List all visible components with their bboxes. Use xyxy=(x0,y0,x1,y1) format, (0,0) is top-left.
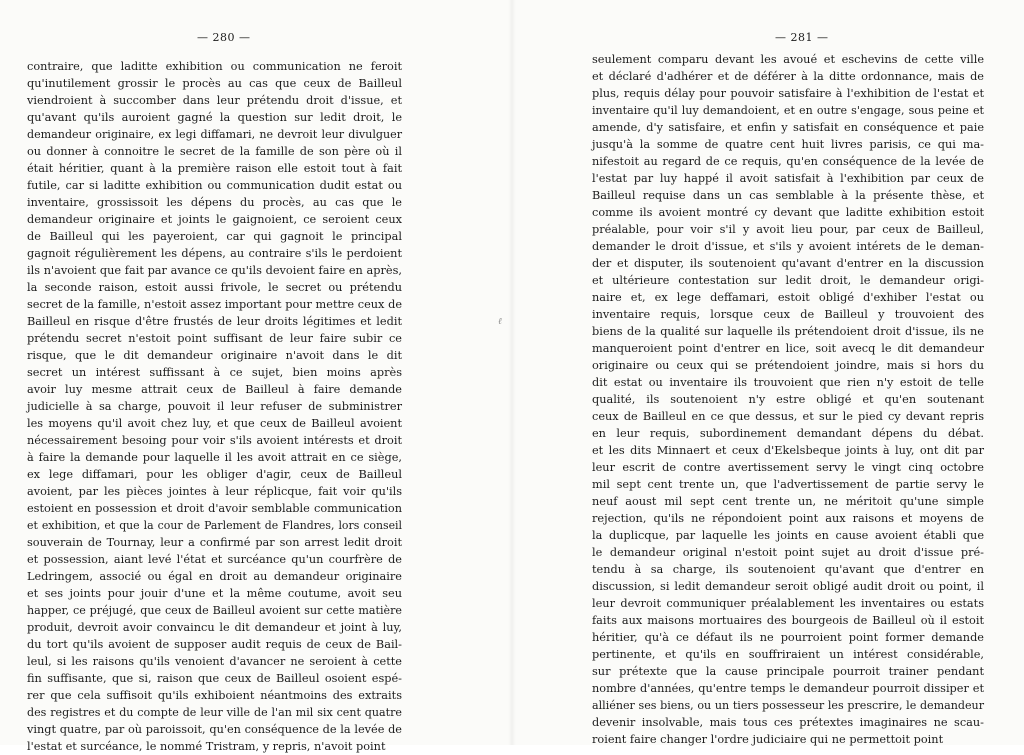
text-line: ceux de Bailleul en ce que dessus, et sur le pied cy devant repris xyxy=(592,410,984,423)
text-line: neuf aoust mil sept cent trente un, ne méritoit qu'une simple xyxy=(592,495,984,508)
text-line: qu'avant qu'ils auroient gagné la question sur ledit droit, le xyxy=(27,111,402,124)
text-line: demander le droit d'issue, et s'ils y avoient intérets de le deman- xyxy=(592,240,984,253)
text-line: devenir insolvable, mais tous ces prétextes imaginaires ne scau- xyxy=(592,716,984,729)
page-text xyxy=(592,51,984,748)
text-line: les moyens qu'il avoit chez luy, et que ceux de Bailleul avoient xyxy=(27,417,402,430)
text-line: des registres et du compte de leur ville de l'an mil six cent quatre xyxy=(27,706,402,719)
text-line: roient faire changer l'ordre judiciaire qui ne permettoit point xyxy=(592,733,944,746)
text-line: souverain de Tournay, leur a confirmé par son arrest ledit droit xyxy=(27,536,402,549)
text-line: risque, que le dit demandeur originaire n'avoit dans le dit xyxy=(27,349,402,362)
text-line: biens de la qualité sur laquelle ils prétendoient droit d'issue, ils ne xyxy=(592,325,984,338)
text-line: rer que cela suffisoit qu'ils exhiboient néantmoins des extraits xyxy=(27,689,402,702)
text-line: leur escrit de contre avertissement servy le vingt cinq octobre xyxy=(592,461,984,474)
text-line: et déclaré d'adhérer et de déférer à la ditte ordonnance, mais de xyxy=(592,70,984,83)
text-line: la seconde raison, estoit aussi frivole, le secret ou prétendu xyxy=(27,281,402,294)
text-line: viendroient à succomber dans leur prétendu droit d'issue, et xyxy=(27,94,402,107)
text-line: ils n'avoient que fait par avance ce qu'ils devoient faire en après, xyxy=(27,264,402,277)
text-line: happer, ce préjugé, que ceux de Bailleul avoient sur cette matière xyxy=(27,604,402,617)
text-line: avoient, par les pièces jointes à leur réplicque, fait voir qu'ils xyxy=(27,485,402,498)
text-line: gagnoit régulièrement les dépens, au contraire s'ils le perdoient xyxy=(27,247,402,260)
text-line: pertinente, et qu'ils en souffriraient un intérest considérable, xyxy=(592,648,984,661)
text-line: inventaire requis, lorsque ceux de Bailleul y trouvoient des xyxy=(592,308,984,321)
text-line: prétendu secret n'estoit point suffisant de leur faire subir ce xyxy=(27,332,402,345)
text-line: secret de la famille, n'estoit assez important pour mettre ceux de xyxy=(27,298,402,311)
text-line: de Bailleul qui les payeroient, car qui gagnoit le principal xyxy=(27,230,402,243)
text-line: qu'inutilement grossir le procès au cas que ceux de Bailleul xyxy=(27,77,402,90)
text-line: à faire la demande pour laquelle il les avoit attrait en ce siège, xyxy=(27,451,402,464)
text-line: inventaire, grossissoit les dépens du procès, au cas que le xyxy=(27,196,402,209)
text-line: plus, requis délay pour pouvoir satisfaire à l'exhibition de l'estat et xyxy=(592,87,984,100)
text-line: et exhibition, et que la cour de Parlement de Flandres, lors conseil xyxy=(27,519,402,532)
text-line: comme ils avoient montré cy devant que laditte exhibition estoit xyxy=(592,206,984,219)
page-text xyxy=(27,58,402,755)
text-line: l'estat par luy happé il avoit satisfait à l'exhibition par ceux de xyxy=(592,172,984,185)
text-line: demandeur originaire, ex legi diffamari, ne devroit leur divulguer xyxy=(27,128,402,141)
text-line: la duplicque, par laquelle les joints en cause avoient établi que xyxy=(592,529,984,542)
text-line: leul, si les raisons qu'ils venoient d'avancer ne seroient à cette xyxy=(27,655,402,668)
text-line: contraire, que laditte exhibition ou communication ne feroit xyxy=(27,60,402,73)
text-line: Ledringem, associé ou égal en droit au demandeur originaire xyxy=(27,570,402,583)
text-line: leur devroit communiquer préalablement les inventaires ou estats xyxy=(592,597,984,610)
text-line: judicielle à sa charge, pouvoit il leur refuser de subministrer xyxy=(27,400,402,413)
text-line: jusqu'à la somme de quatre cent huit livres parisis, ce qui ma- xyxy=(592,138,984,151)
text-line: originaire ou ceux qui se prétendoient joindre, mais si hors du xyxy=(592,359,984,372)
text-line: der et disputer, ils soutenoient qu'avant d'entrer en la discussion xyxy=(592,257,984,270)
text-line: mil sept cent trente un, que l'advertissement de partie servy le xyxy=(592,478,984,491)
text-line: et les dits Minnaert et ceux d'Ekelsbeque joints à luy, ont dit par xyxy=(592,444,984,457)
text-line: nombre d'années, qu'entre temps le demandeur pourroit dissiper et xyxy=(592,682,984,695)
text-line: demandeur originaire et joints le gaignoient, ce seroient ceux xyxy=(27,213,402,226)
text-line: naire et, ex lege deffamari, estoit obligé d'exhiber l'estat ou xyxy=(592,291,984,304)
text-line: Bailleul en risque d'être frustés de leur droits légitimes et ledit xyxy=(27,315,402,328)
text-line: manqueroient point d'entrer en lice, soit avecq le dit demandeur xyxy=(592,342,984,355)
text-line: le demandeur original n'estoit point sujet au droit d'issue pré- xyxy=(592,546,984,559)
text-line: préalable, pour voir s'il y avoit lieu pour, par ceux de Bailleul, xyxy=(592,223,984,236)
text-line: rejection, qu'ils ne répondoient point aux raisons et moyens de xyxy=(592,512,984,525)
text-line: Bailleul requise dans un cas semblable à la présente thèse, et xyxy=(592,189,984,202)
text-line: tendu à sa charge, ils soutenoient qu'avant que d'entrer en xyxy=(592,563,984,576)
text-line: en leur requis, subordinement demandant dépens du débat. xyxy=(592,427,984,440)
text-line: était héritier, quant à la première raison elle estoit tout à fait xyxy=(27,162,402,175)
page-number: — 280 — xyxy=(197,31,251,44)
text-line: futile, car si laditte exhibition ou communication dudit estat ou xyxy=(27,179,402,192)
text-line: et possession, aiant levé l'état et surcéance qu'un courfrère de xyxy=(27,553,402,566)
text-line: héritier, qu'à ce défaut ils ne pourroient point former demande xyxy=(592,631,984,644)
text-line: discussion, si ledit demandeur seroit obligé audit droit ou point, il xyxy=(592,580,984,593)
page-number: — 281 — xyxy=(775,31,829,44)
text-line: qualité, ils soutenoient n'y estre obligé et qu'en soutenant xyxy=(592,393,984,406)
text-line: avoir luy mesme attrait ceux de Bailleul à faire demande xyxy=(27,383,402,396)
text-line: et ultérieure contestation sur ledit droit, le demandeur origi- xyxy=(592,274,984,287)
text-line: dit estat ou inventaire ils trouvoient que rien n'y estoit de telle xyxy=(592,376,984,389)
right-page xyxy=(512,0,1024,745)
text-line: inventaire qu'il luy demandoient, et en outre s'engage, sous peine et xyxy=(592,104,984,117)
text-line: vingt quatre, par où paroissoit, qu'en conséquence de la levée de xyxy=(27,723,402,736)
text-line: alliéner ses biens, ou un tiers possesseur les prescrire, le demandeur xyxy=(592,699,984,712)
text-line: l'estat et surcéance, le nommé Tristram, y repris, n'avoit point xyxy=(27,740,386,753)
text-line: fin suffisante, que si, raison que ceux de Bailleul osoient espé- xyxy=(27,672,402,685)
text-line: produit, devroit avoir convaincu le dit demandeur et joint à luy, xyxy=(27,621,402,634)
text-line: secret un intérest suffissant à ce sujet, bien moins après xyxy=(27,366,402,379)
text-line: sur prétexte que la cause principale pourroit trainer pendant xyxy=(592,665,984,678)
text-line: nifestoit au regard de ce requis, qu'en conséquence de la levée de xyxy=(592,155,984,168)
text-line: nécessairement besoing pour voir s'ils avoient intérests et droit xyxy=(27,434,402,447)
text-line: ex lege diffamari, pour les obliger d'agir, ceux de Bailleul xyxy=(27,468,402,481)
text-line: ou donner à connoitre le secret de la famille de son père où il xyxy=(27,145,402,158)
gutter-mark: ℓ xyxy=(498,317,502,327)
text-line: du tort qu'ils avoient de supposer audit requis de ceux de Bail- xyxy=(27,638,402,651)
text-line: et ses joints pour jouir d'une et la même coutume, avoit seu xyxy=(27,587,402,600)
text-line: seulement comparu devant les avoué et eschevins de cette ville xyxy=(592,53,984,66)
text-line: estoient en possession et droit d'avoir semblable communication xyxy=(27,502,402,515)
text-line: faits aux maisons mortuaires des bourgeois de Bailleul où il estoit xyxy=(592,614,984,627)
left-page xyxy=(0,0,512,753)
text-line: amende, d'y satisfaire, et enfin y satisfait en conséquence et paie xyxy=(592,121,984,134)
